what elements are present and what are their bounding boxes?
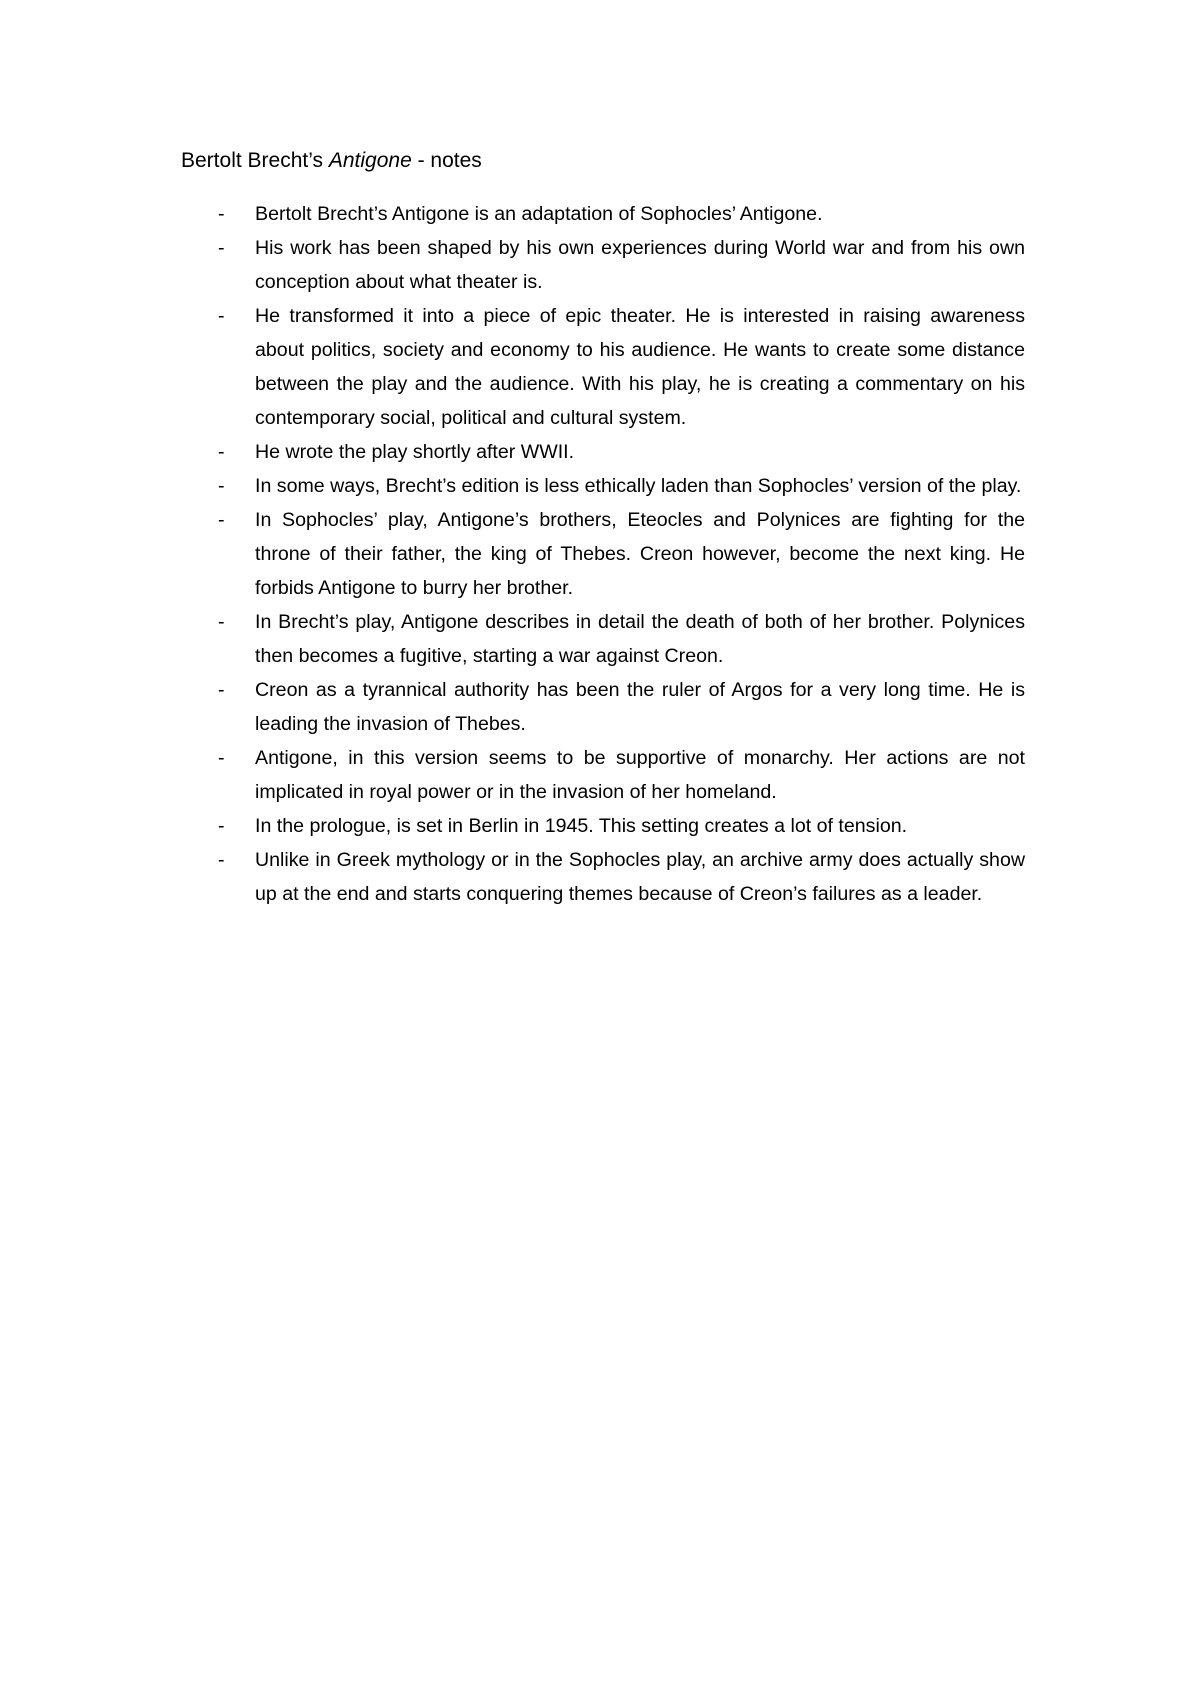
note-item bbox=[181, 673, 1025, 741]
note-bullet-dash: - bbox=[218, 849, 225, 871]
note-bullet-dash: - bbox=[218, 475, 225, 497]
title-suffix: - notes bbox=[411, 149, 482, 172]
note-item bbox=[181, 605, 1025, 673]
note-bullet-dash: - bbox=[218, 203, 225, 225]
note-text: Bertolt Brecht’s Antigone is an adaptation of Sophocles’ Antigone. bbox=[255, 203, 823, 225]
note-bullet-dash: - bbox=[218, 441, 225, 463]
note-bullet-dash: - bbox=[218, 305, 225, 327]
document-title bbox=[181, 147, 482, 175]
note-bullet-dash: - bbox=[218, 747, 225, 769]
note-item bbox=[181, 741, 1025, 809]
note-bullet-dash: - bbox=[218, 679, 225, 701]
note-item bbox=[181, 231, 1025, 299]
note-item bbox=[181, 469, 1025, 503]
note-bullet-dash: - bbox=[218, 237, 225, 259]
notes-list bbox=[181, 197, 1025, 911]
note-bullet-dash: - bbox=[218, 815, 225, 837]
note-bullet-dash: - bbox=[218, 509, 225, 531]
note-item bbox=[181, 843, 1025, 911]
note-text: Unlike in Greek mythology or in the Sophocles play, an archive army does actually show up at the end and starts conquering themes because of Creon’s failures as a leader. bbox=[255, 849, 1025, 905]
note-text: His work has been shaped by his own experiences during World war and from his own conception about what theater is. bbox=[255, 237, 1025, 293]
title-prefix: Bertolt Brecht’s bbox=[181, 149, 329, 172]
note-text: In Brecht’s play, Antigone describes in detail the death of both of her brother. Polynices then becomes a fugitive, starting a war against Creon. bbox=[255, 611, 1025, 667]
note-text: Creon as a tyrannical authority has been the ruler of Argos for a very long time. He is leading the invasion of Thebes. bbox=[255, 679, 1025, 735]
note-text: In Sophocles’ play, Antigone’s brothers, Eteocles and Polynices are fighting for the throne of their father, the king of Thebes. Creon however, become the next king. He forbids Antigone to burry her brother. bbox=[255, 509, 1025, 599]
note-bullet-dash: - bbox=[218, 611, 225, 633]
title-italic-antigone: Antigone bbox=[328, 149, 412, 172]
note-text: Antigone, in this version seems to be supportive of monarchy. Her actions are not implicated in royal power or in the invasion of her homeland. bbox=[255, 747, 1025, 803]
note-text: He wrote the play shortly after WWII. bbox=[255, 441, 575, 463]
note-item bbox=[181, 435, 1025, 469]
note-item bbox=[181, 809, 1025, 843]
note-item bbox=[181, 503, 1025, 605]
note-text: In the prologue, is set in Berlin in 1945. This setting creates a lot of tension. bbox=[255, 815, 908, 837]
note-text: In some ways, Brecht’s edition is less ethically laden than Sophocles’ version of the play. bbox=[255, 475, 1022, 497]
note-item bbox=[181, 299, 1025, 435]
note-item bbox=[181, 197, 1025, 231]
note-text: He transformed it into a piece of epic theater. He is interested in raising awareness about politics, society and economy to his audience. He wants to create some distance between the play and the audience. With his play, he is creating a commentary on his contemporary social, political and cultural system. bbox=[255, 305, 1025, 429]
